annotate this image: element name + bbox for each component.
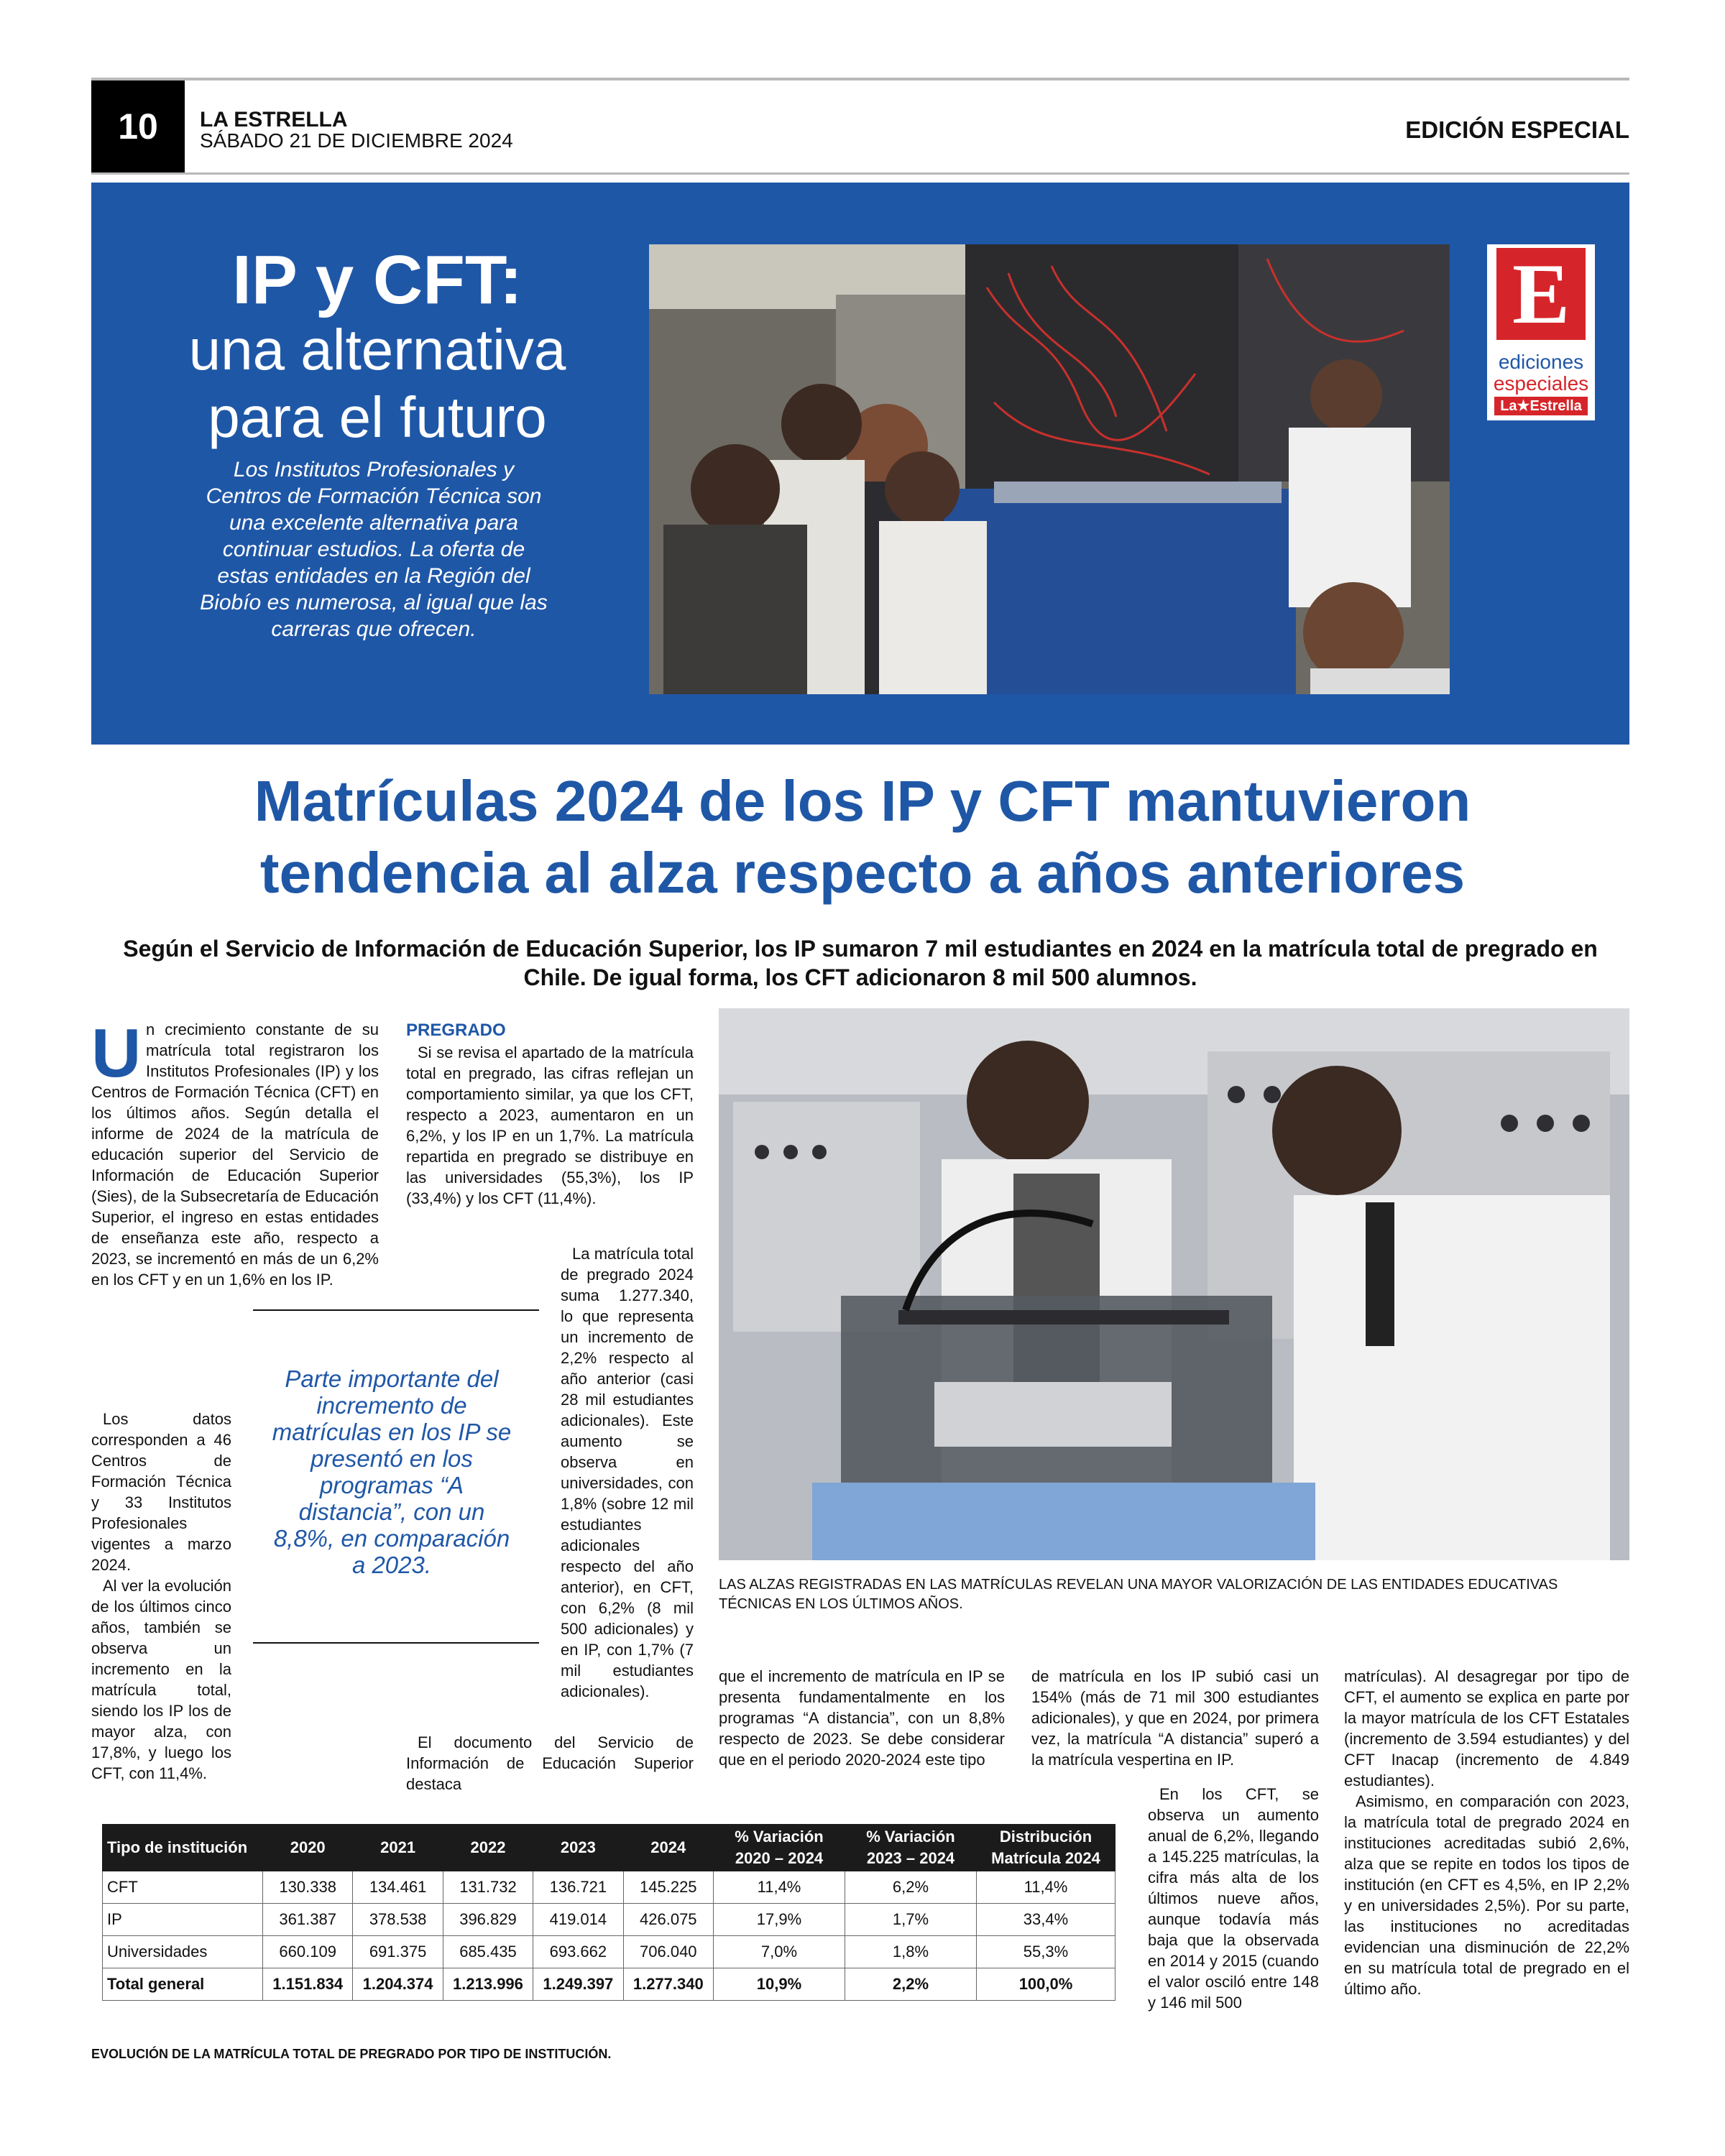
body-column-1-lower [91, 1265, 231, 1784]
col2-paragraph-1: Si se revisa el apartado de la matrícula total en pregrado, las cifras reflejan un comportamiento similar, ya que los CFT, respecto a 2023, aumentaron en un 6,2%, y los IP en un 1,7%. La matrícula repartida en pregrado se distribuye en las universidades (55,3%), los IP (33,4%) y los CFT (11,4%). [406, 1044, 694, 1207]
lab-students-photo [649, 244, 1450, 694]
table-row [103, 1936, 1116, 1968]
banner-intro: Los Institutos Profesionales y Centros de Formación Técnica son una excelente alternativa para continuar estudios. La oferta de estas entidades en la Región del Biobío es numerosa, al igual que las carreras que ofrecen. [200, 458, 548, 641]
body-column-5 [1344, 1666, 1629, 1999]
table-cell: 378.538 [353, 1904, 443, 1936]
pull-quote: Parte importante del incremento de matrículas en los IP se presentó en los programas “A distancia”, con un 8,8%, en comparación a 2023. [272, 1365, 512, 1578]
page-number: 10 [91, 80, 185, 172]
col5-paragraph-2: Asimismo, en comparación con 2023, la matrícula total de pregrado 2024 en instituciones acreditadas subió 2,6%, alza que se repite en todos los tipos de institución (en CFT es 4,5%, en IP 2,2% y en universidades 2,5%). Por su parte, las instituciones no acreditadas evidencian una disminución de 22,2% en su matrícula total de pregrado en el último año. [1344, 1792, 1629, 1998]
table-cell: 685.435 [443, 1936, 533, 1968]
table-header: % Variación 2020 – 2024 [714, 1825, 845, 1871]
col2-paragraph-3: El documento del Servicio de Información de Educación Superior destaca [406, 1733, 694, 1793]
body-column-4 [1031, 1666, 1319, 1770]
publication-name: LA ESTRELLA [200, 108, 348, 132]
table-cell: 100,0% [977, 1968, 1116, 2001]
table-cell: 691.375 [353, 1936, 443, 1968]
table-total-row [103, 1968, 1116, 2001]
publication-date: SÁBADO 21 DE DICIEMBRE 2024 [200, 129, 513, 152]
col4-paragraph-2: En los CFT, se observa un aumento anual de 6,2%, llegando a 145.225 matrículas, la cifra más alta de los últimos nueve años, aunque todavía más baja que la observada en 2014 y 2015 (cuando el valor osciló entre 148 y 146 mil 500 [1148, 1785, 1319, 2012]
pullquote-rule-top [253, 1309, 539, 1311]
table-cell: 1.204.374 [353, 1968, 443, 2001]
table-cell: 1.277.340 [623, 1968, 713, 2001]
table-header: Distribución Matrícula 2024 [977, 1825, 1116, 1871]
banner-subtitle [108, 316, 647, 451]
col3-paragraph-1: que el incremento de matrícula en IP se presenta fundamentalmente en los programas “A distancia”, con un 8,8% respecto de 2023. Se debe considerar que en el periodo 2020-2024 este tipo [719, 1667, 1005, 1769]
enrollment-table [102, 1824, 1116, 2001]
header-bottom-rule [91, 172, 1629, 175]
banner-title: IP y CFT: [232, 241, 523, 318]
table-cell: 134.461 [353, 1871, 443, 1904]
banner-subtitle-line2: para el futuro [208, 385, 547, 449]
table-header: % Variación 2023 – 2024 [845, 1825, 977, 1871]
table-header: 2023 [533, 1825, 623, 1871]
table-cell: 136.721 [533, 1871, 623, 1904]
body-column-2-narrow [561, 1243, 694, 1702]
table-cell: 1,7% [845, 1904, 977, 1936]
header-top-rule [91, 78, 1629, 80]
article-headline: Matrículas 2024 de los IP y CFT mantuvieron tendencia al alza respecto a años anteriores [254, 769, 1471, 905]
table-header-row [103, 1825, 1116, 1871]
table-cell: 361.387 [263, 1904, 353, 1936]
table-cell: 7,0% [714, 1936, 845, 1968]
table-cell: 426.075 [623, 1904, 713, 1936]
table-cell: 693.662 [533, 1936, 623, 1968]
table-header: 2022 [443, 1825, 533, 1871]
table-cell: 33,4% [977, 1904, 1116, 1936]
table-cell: 55,3% [977, 1936, 1116, 1968]
col4-paragraph-1: de matrícula en los IP subió casi un 154% (más de 71 mil 300 estudiantes adicionales), y que en 2024, por primera vez, la matrícula “A distancia” superó a la matrícula vespertina en IP. [1031, 1667, 1319, 1769]
table-cell: 706.040 [623, 1936, 713, 1968]
body-column-2-end [406, 1732, 694, 1795]
table-cell: 131.732 [443, 1871, 533, 1904]
table-header: 2020 [263, 1825, 353, 1871]
body-column-3 [719, 1666, 1005, 1770]
table-cell: 17,9% [714, 1904, 845, 1936]
table-cell: CFT [103, 1871, 263, 1904]
table-cell: 11,4% [977, 1871, 1116, 1904]
col1-paragraph-2: Los datos corresponden a 46 Centros de Formación Técnica y 33 Institutos Profesionales vigentes a marzo 2024. [91, 1410, 231, 1574]
3d-printer-lab-photo [719, 1008, 1629, 1560]
logo-line2: especiales [1493, 372, 1589, 395]
table-cell: 6,2% [845, 1871, 977, 1904]
table-cell: 396.829 [443, 1904, 533, 1936]
table-cell: 145.225 [623, 1871, 713, 1904]
table-cell: 2,2% [845, 1968, 977, 2001]
table-cell: Universidades [103, 1936, 263, 1968]
table-header: 2021 [353, 1825, 443, 1871]
table-header: 2024 [623, 1825, 713, 1871]
drop-cap: U [91, 1015, 142, 1092]
table-caption: EVOLUCIÓN DE LA MATRÍCULA TOTAL DE PREGRADO POR TIPO DE INSTITUCIÓN. [91, 2047, 612, 2061]
table-cell: 1.213.996 [443, 1968, 533, 2001]
body-column-1 [91, 1015, 379, 1290]
body-column-4-narrow [1148, 1784, 1319, 2013]
table-cell: 130.338 [263, 1871, 353, 1904]
table-cell: 1.249.397 [533, 1968, 623, 2001]
table-cell: 419.014 [533, 1904, 623, 1936]
table-cell: 11,4% [714, 1871, 845, 1904]
table-cell: Total general [103, 1968, 263, 2001]
table-cell: IP [103, 1904, 263, 1936]
table-cell: 1.151.834 [263, 1968, 353, 2001]
col1-paragraph-1: n crecimiento constante de su matrícula total registraron los Institutos Profesionales (IP) y los Centros de Formación Técnica (CFT) en los últimos años. Según detalla el informe de 2024 de la matrícula de educación superior del Servicio de Información de Educación Superior (Sies), de la Subsecretaría de Educación Superior, el ingreso en estas entidades de enseñanza este año, respecto a 2023, se incrementó en más de un 6,2% en los CFT y en un 1,6% en los IP. [91, 1021, 379, 1289]
banner-subtitle-line1: una alternativa [188, 318, 566, 382]
edition-label: EDICIÓN ESPECIAL [1405, 116, 1629, 143]
col1-paragraph-3: Al ver la evolución de los últimos cinco años, también se observa un incremento en la matrícula total, siendo los IP los de mayor alza, con 17,8%, y luego los CFT, con 11,4%. [91, 1577, 231, 1782]
table-cell: 10,9% [714, 1968, 845, 2001]
section-heading-pregrado: PREGRADO [406, 1021, 506, 1040]
body-column-2 [406, 1042, 694, 1209]
logo-line3: La★Estrella [1494, 397, 1588, 415]
table-header: Tipo de institución [103, 1825, 263, 1871]
article-subhead: Según el Servicio de Información de Educación Superior, los IP sumaron 7 mil estudiantes en 2024 en la matrícula total de pregrado en Chile. De igual forma, los CFT adicionaron 8 mil 500 alumnos. [123, 936, 1598, 990]
col5-paragraph-1: matrículas). Al desagregar por tipo de CFT, el aumento se explica en parte por la mayor matrícula de los CFT Estatales (incremento de 3.594 estudiantes) y del CFT Inacap (incremento de 4.849 estudiantes). [1344, 1667, 1629, 1789]
col2-paragraph-2: La matrícula total de pregrado 2024 suma 1.277.340, lo que representa un incremento de 2,2% respecto al año anterior (casi 28 mil estudiantes adicionales). Este aumento se observa en universidades, con 1,8% (sobre 12 mil estudiantes adicionales respecto del año anterior), en CFT, con 6,2% (8 mil 500 adicionales) y en IP, con 1,7% (7 mil estudiantes adicionales). [561, 1245, 694, 1700]
table-row [103, 1871, 1116, 1904]
pullquote-rule-bottom [253, 1642, 539, 1644]
table-row [103, 1904, 1116, 1936]
table-cell: 1,8% [845, 1936, 977, 1968]
logo-letter: E [1496, 248, 1586, 340]
table-cell: 660.109 [263, 1936, 353, 1968]
photo-caption: LAS ALZAS REGISTRADAS EN LAS MATRÍCULAS REVELAN UNA MAYOR VALORIZACIÓN DE LAS ENTIDADES EDUCATIVAS TÉCNICAS EN LOS ÚLTIMOS AÑOS. [719, 1577, 1558, 1612]
logo-line1: ediciones [1498, 351, 1584, 373]
